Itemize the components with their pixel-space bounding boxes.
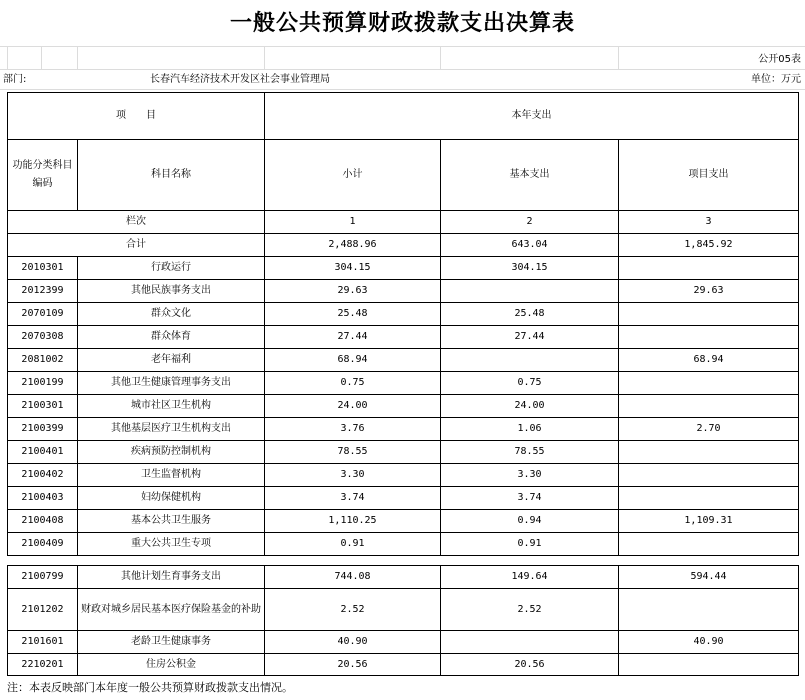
- row-code: 2070308: [8, 326, 78, 349]
- row-project: 594.44: [619, 566, 799, 589]
- table-row: [8, 441, 799, 464]
- header-basic: 基本支出: [441, 140, 619, 211]
- row-name: 群众体育: [78, 326, 265, 349]
- total-label: 合计: [8, 234, 265, 257]
- row-subtotal: 3.76: [265, 418, 441, 441]
- row-subtotal: 1,110.25: [265, 510, 441, 533]
- table-row: [8, 464, 799, 487]
- row-subtotal: 3.74: [265, 487, 441, 510]
- dept-label: 部门:: [3, 74, 27, 85]
- row-basic: [441, 280, 619, 303]
- dept-name: 长春汽车经济技术开发区社会事业管理局: [150, 74, 330, 85]
- row-name: 基本公共卫生服务: [78, 510, 265, 533]
- row-subtotal: 3.30: [265, 464, 441, 487]
- row-basic: 24.00: [441, 395, 619, 418]
- appropriation-table-continued: [7, 565, 799, 676]
- row-project: [619, 464, 799, 487]
- header-current-year: 本年支出: [265, 93, 799, 140]
- row-subtotal: 78.55: [265, 441, 441, 464]
- header-subtotal: 小计: [265, 140, 441, 211]
- row-subtotal: 304.15: [265, 257, 441, 280]
- row-code: 2100403: [8, 487, 78, 510]
- row-name: 城市社区卫生机构: [78, 395, 265, 418]
- row-project: [619, 326, 799, 349]
- header-name: 科目名称: [78, 140, 265, 211]
- row-project: [619, 441, 799, 464]
- table-row: [8, 566, 799, 589]
- row-subtotal: 24.00: [265, 395, 441, 418]
- row-project: 2.70: [619, 418, 799, 441]
- table-row: [8, 418, 799, 441]
- row-basic: [441, 349, 619, 372]
- row-code: 2100799: [8, 566, 78, 589]
- row-subtotal: 2.52: [265, 589, 441, 631]
- header-code: 功能分类科目编码: [8, 140, 78, 211]
- table-row: [8, 326, 799, 349]
- table-row: [8, 487, 799, 510]
- row-project: 40.90: [619, 631, 799, 654]
- table-row: [8, 372, 799, 395]
- appropriation-table: [7, 92, 799, 556]
- row-name: 其他卫生健康管理事务支出: [78, 372, 265, 395]
- row-basic: 78.55: [441, 441, 619, 464]
- row-code: 2100401: [8, 441, 78, 464]
- row-name: 财政对城乡居民基本医疗保险基金的补助: [78, 589, 265, 631]
- row-code: 2100301: [8, 395, 78, 418]
- row-name: 老龄卫生健康事务: [78, 631, 265, 654]
- spreadsheet-gridlines: [0, 46, 805, 70]
- row-code: 2100409: [8, 533, 78, 556]
- row-project: [619, 533, 799, 556]
- table-row: [8, 533, 799, 556]
- table-row: [8, 654, 799, 676]
- row-project: [619, 487, 799, 510]
- index-col-1: 1: [265, 211, 441, 234]
- row-subtotal: 744.08: [265, 566, 441, 589]
- row-project: [619, 654, 799, 676]
- index-col-2: 2: [441, 211, 619, 234]
- table-row: [8, 395, 799, 418]
- row-name: 其他民族事务支出: [78, 280, 265, 303]
- row-subtotal: 20.56: [265, 654, 441, 676]
- row-name: 妇幼保健机构: [78, 487, 265, 510]
- total-basic: 643.04: [441, 234, 619, 257]
- dept-row-line: [0, 71, 805, 90]
- row-name: 住房公积金: [78, 654, 265, 676]
- row-project: 29.63: [619, 280, 799, 303]
- row-code: 2210201: [8, 654, 78, 676]
- table-row: [8, 631, 799, 654]
- row-subtotal: 68.94: [265, 349, 441, 372]
- row-basic: 2.52: [441, 589, 619, 631]
- row-basic: 304.15: [441, 257, 619, 280]
- row-code: 2100408: [8, 510, 78, 533]
- row-name: 群众文化: [78, 303, 265, 326]
- table-row: [8, 589, 799, 631]
- footnote: 注：本表反映部门本年度一般公共预算财政拨款支出情况。: [7, 681, 293, 694]
- row-subtotal: 27.44: [265, 326, 441, 349]
- row-subtotal: 0.75: [265, 372, 441, 395]
- row-basic: 1.06: [441, 418, 619, 441]
- row-project: 1,109.31: [619, 510, 799, 533]
- row-name: 行政运行: [78, 257, 265, 280]
- row-project: 68.94: [619, 349, 799, 372]
- row-project: [619, 589, 799, 631]
- row-code: 2012399: [8, 280, 78, 303]
- row-project: [619, 372, 799, 395]
- row-basic: [441, 631, 619, 654]
- row-basic: 3.30: [441, 464, 619, 487]
- row-code: 2100399: [8, 418, 78, 441]
- header-item: 项 目: [8, 93, 265, 140]
- row-name: 其他计划生育事务支出: [78, 566, 265, 589]
- row-subtotal: 25.48: [265, 303, 441, 326]
- row-code: 2081002: [8, 349, 78, 372]
- row-name: 疾病预防控制机构: [78, 441, 265, 464]
- row-basic: 25.48: [441, 303, 619, 326]
- table-row: [8, 280, 799, 303]
- row-code: 2101601: [8, 631, 78, 654]
- unit-label: 单位：万元: [751, 74, 801, 85]
- row-basic: 3.74: [441, 487, 619, 510]
- index-label: 栏次: [8, 211, 265, 234]
- row-name: 其他基层医疗卫生机构支出: [78, 418, 265, 441]
- row-name: 重大公共卫生专项: [78, 533, 265, 556]
- table-row: [8, 257, 799, 280]
- form-code: 公开05表: [758, 54, 801, 65]
- row-code: 2101202: [8, 589, 78, 631]
- row-code: 2070109: [8, 303, 78, 326]
- table-row: [8, 349, 799, 372]
- total-subtotal: 2,488.96: [265, 234, 441, 257]
- row-code: 2010301: [8, 257, 78, 280]
- row-basic: 27.44: [441, 326, 619, 349]
- row-basic: 149.64: [441, 566, 619, 589]
- report-title: 一般公共预算财政拨款支出决算表: [229, 10, 575, 36]
- row-name: 卫生监督机构: [78, 464, 265, 487]
- table-row: [8, 510, 799, 533]
- row-project: [619, 395, 799, 418]
- row-subtotal: 0.91: [265, 533, 441, 556]
- row-code: 2100199: [8, 372, 78, 395]
- header-project: 项目支出: [619, 140, 799, 211]
- row-code: 2100402: [8, 464, 78, 487]
- row-project: [619, 303, 799, 326]
- total-project: 1,845.92: [619, 234, 799, 257]
- row-subtotal: 40.90: [265, 631, 441, 654]
- row-subtotal: 29.63: [265, 280, 441, 303]
- row-basic: 0.75: [441, 372, 619, 395]
- row-project: [619, 257, 799, 280]
- row-basic: 20.56: [441, 654, 619, 676]
- table-row: [8, 303, 799, 326]
- row-basic: 0.94: [441, 510, 619, 533]
- row-basic: 0.91: [441, 533, 619, 556]
- row-name: 老年福利: [78, 349, 265, 372]
- index-col-3: 3: [619, 211, 799, 234]
